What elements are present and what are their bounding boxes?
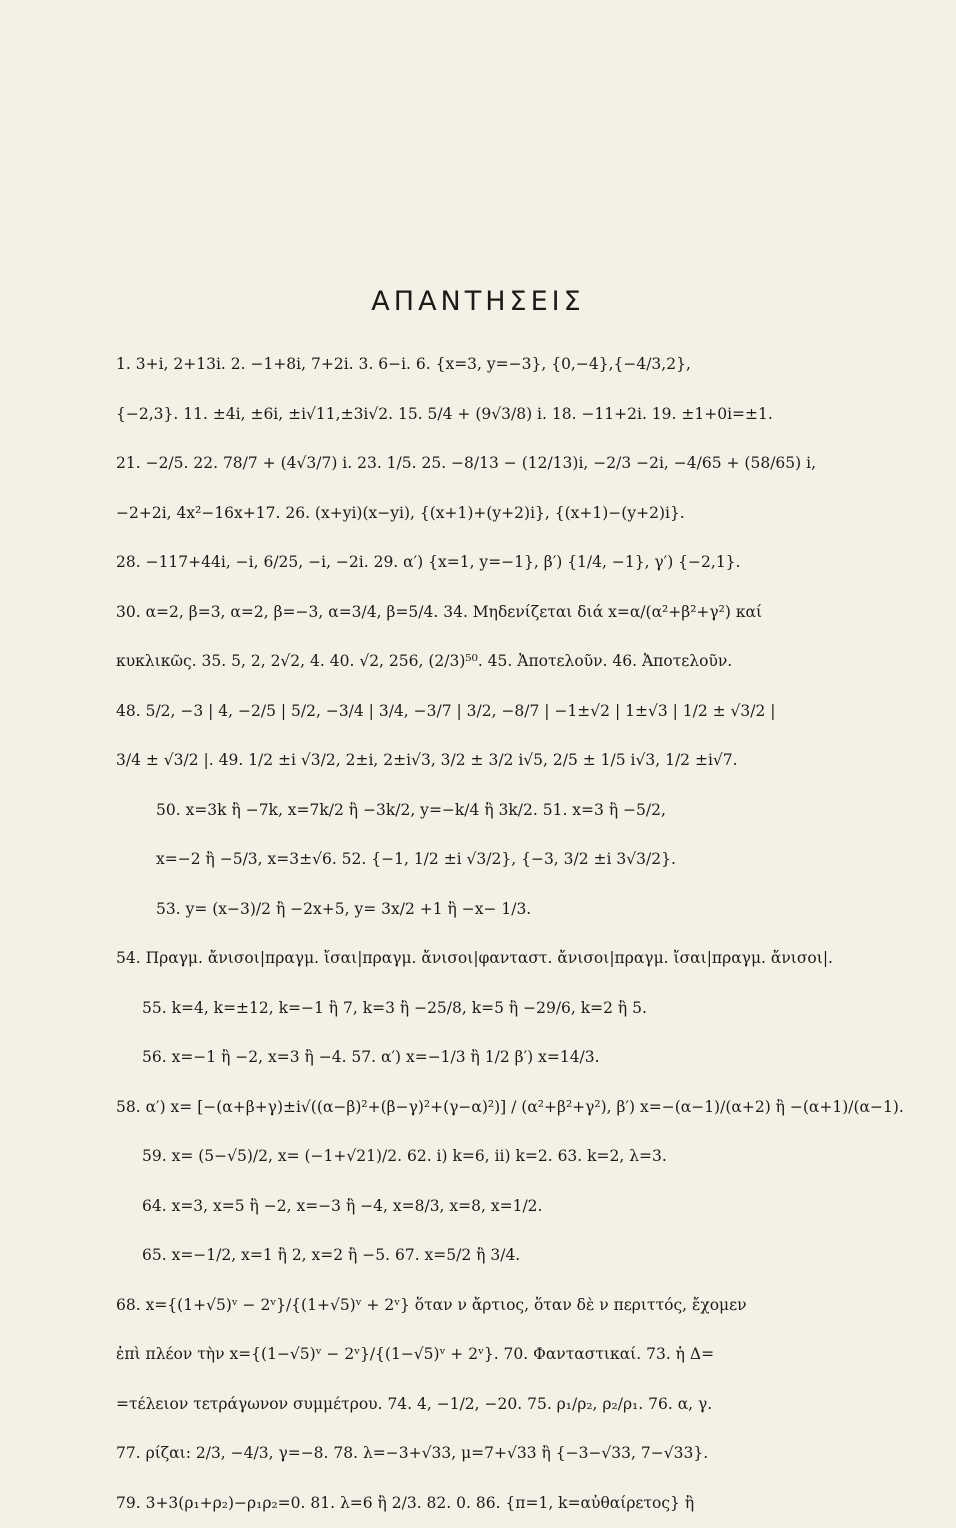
answer-line: 55. k=4, k=±12, k=−1 ἢ 7, k=3 ἢ −25/8, k=5 ἢ −29/6, k=2 ἢ 5. [116, 984, 910, 1034]
answer-line: 53. y= (x−3)/2 ἢ −2x+5, y= 3x/2 +1 ἢ −x− 1/3. [116, 885, 910, 935]
answer-line: 21. −2/5. 22. 78/7 + (4√3/7) i. 23. 1/5. 25. −8/13 − (12/13)i, −2/3 −2i, −4/65 + (58/65) i, [116, 439, 910, 489]
answer-line: 1. 3+i, 2+13i. 2. −1+8i, 7+2i. 3. 6−i. 6. {x=3, y=−3}, {0,−4},{−4/3,2}, [116, 340, 910, 390]
answer-line: 48. 5/2, −3 | 4, −2/5 | 5/2, −3/4 | 3/4, −3/7 | 3/2, −8/7 | −1±√2 | 1±√3 | 1/2 ± √3/2 | [116, 687, 910, 737]
answer-line: {−2,3}. 11. ±4i, ±6i, ±i√11,±3i√2. 15. 5/4 + (9√3/8) i. 18. −11+2i. 19. ±1+0i=±1. [116, 390, 910, 440]
answer-line: −2+2i, 4x²−16x+17. 26. (x+yi)(x−yi), {(x+1)+(y+2)i}, {(x+1)−(y+2)i}. [116, 489, 910, 539]
answer-line: x=−2 ἢ −5/3, x=3±√6. 52. {−1, 1/2 ±i √3/2}, {−3, 3/2 ±i 3√3/2}. [116, 835, 910, 885]
answer-line: 79. 3+3(ρ₁+ρ₂)−ρ₁ρ₂=0. 81. λ=6 ἢ 2/3. 82. 0. 86. {π=1, k=αὐθαίρετος} ἢ [116, 1479, 910, 1528]
answer-line: 54. Πραγμ. ἄνισοι|πραγμ. ἴσαι|πραγμ. ἄνισοι|φανταστ. ἄνισοι|πραγμ. ἴσαι|πραγμ. ἄνισοι|. [116, 934, 910, 984]
page-title: ΑΠΑΝΤΗΣΕΙΣ [0, 286, 956, 317]
answer-line: 65. x=−1/2, x=1 ἢ 2, x=2 ἢ −5. 67. x=5/2 ἢ 3/4. [116, 1231, 910, 1281]
answer-line: 59. x= (5−√5)/2, x= (−1+√21)/2. 62. i) k=6, ii) k=2. 63. k=2, λ=3. [116, 1132, 910, 1182]
answer-line: 68. x={(1+√5)ᵛ − 2ᵛ}/{(1+√5)ᵛ + 2ᵛ} ὅταν ν ἄρτιος, ὅταν δὲ ν περιττός, ἔχομεν [116, 1281, 910, 1331]
answer-line: ἐπὶ πλέον τὴν x={(1−√5)ᵛ − 2ᵛ}/{(1−√5)ᵛ + 2ᵛ}. 70. Φανταστικαί. 73. ἡ Δ= [116, 1330, 910, 1380]
answer-line: =τέλειον τετράγωνον συμμέτρου. 74. 4, −1/2, −20. 75. ρ₁/ρ₂, ρ₂/ρ₁. 76. α, γ. [116, 1380, 910, 1430]
answer-line: 28. −117+44i, −i, 6/25, −i, −2i. 29. α′) {x=1, y=−1}, β′) {1/4, −1}, γ′) {−2,1}. [116, 538, 910, 588]
answer-line: 77. ρίζαι: 2/3, −4/3, γ=−8. 78. λ=−3+√33, μ=7+√33 ἢ {−3−√33, 7−√33}. [116, 1429, 910, 1479]
answers-text [116, 340, 910, 1528]
answer-line: 50. x=3k ἢ −7k, x=7k/2 ἢ −3k/2, y=−k/4 ἢ 3k/2. 51. x=3 ἢ −5/2, [116, 786, 910, 836]
answer-line: 30. α=2, β=3, α=2, β=−3, α=3/4, β=5/4. 34. Μηδενίζεται διά x=α/(α²+β²+γ²) καί [116, 588, 910, 638]
answer-line: 58. α′) x= [−(α+β+γ)±i√((α−β)²+(β−γ)²+(γ−α)²)] / (α²+β²+γ²), β′) x=−(α−1)/(α+2) ἢ −(α+1)/(α−1). [116, 1083, 910, 1133]
answer-line: 3/4 ± √3/2 |. 49. 1/2 ±i √3/2, 2±i, 2±i√3, 3/2 ± 3/2 i√5, 2/5 ± 1/5 i√3, 1/2 ±i√7. [116, 736, 910, 786]
answer-line: κυκλικῶς. 35. 5, 2, 2√2, 4. 40. √2, 256, (2/3)⁵⁰. 45. Ἀποτελοῦν. 46. Ἀποτελοῦν. [116, 637, 910, 687]
answer-line: 56. x=−1 ἢ −2, x=3 ἢ −4. 57. α′) x=−1/3 ἢ 1/2 β′) x=14/3. [116, 1033, 910, 1083]
answer-line: 64. x=3, x=5 ἢ −2, x=−3 ἢ −4, x=8/3, x=8, x=1/2. [116, 1182, 910, 1232]
